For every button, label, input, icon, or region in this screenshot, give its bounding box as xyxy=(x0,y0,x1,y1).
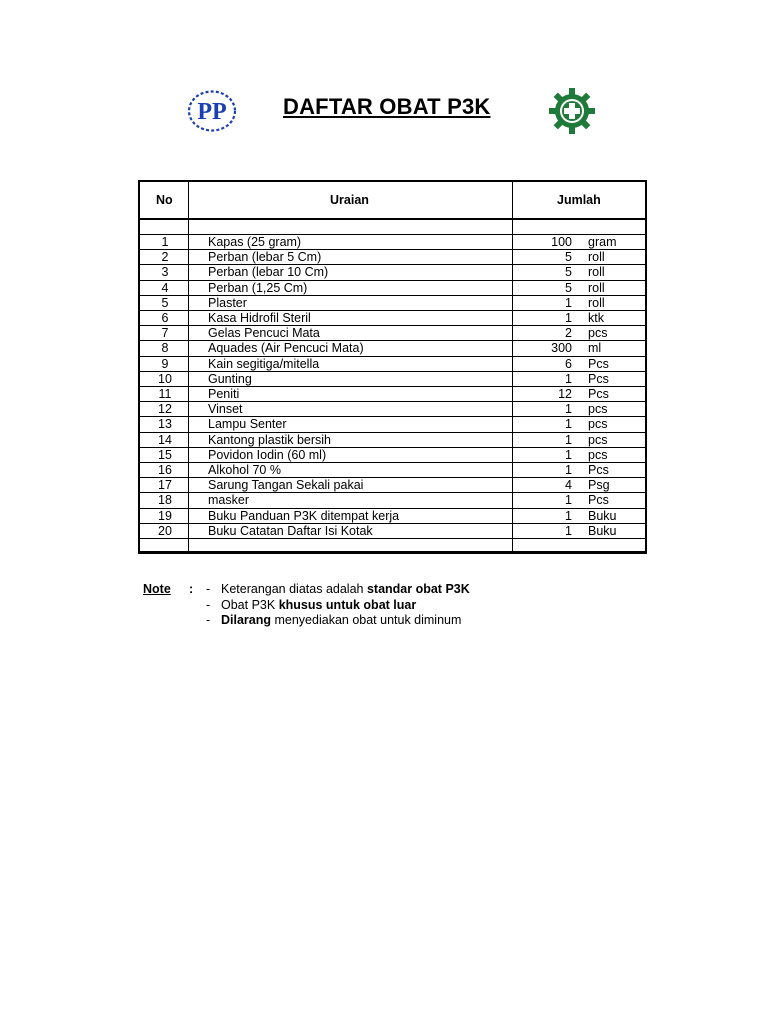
row-no: 3 xyxy=(161,265,169,280)
row-unit: Pcs xyxy=(588,356,609,371)
row-no: 2 xyxy=(161,250,169,265)
note-line-3 xyxy=(206,613,461,627)
row-uraian: Aquades (Air Pencuci Mata) xyxy=(208,341,364,356)
row-qty: 1 xyxy=(565,447,572,462)
note-line-2 xyxy=(206,598,416,612)
row-no: 8 xyxy=(161,341,169,356)
row-no: 13 xyxy=(158,417,172,432)
row-uraian: Buku Panduan P3K ditempat kerja xyxy=(208,508,400,523)
header-uraian: Uraian xyxy=(330,193,369,207)
table-row xyxy=(140,402,645,417)
row-unit: ml xyxy=(588,341,602,356)
row-no: 9 xyxy=(161,356,169,371)
table-row xyxy=(140,433,645,448)
row-uraian: Gunting xyxy=(208,371,252,386)
row-no: 19 xyxy=(158,508,172,523)
row-unit: pcs xyxy=(588,432,608,447)
table-spacer-row xyxy=(140,220,645,235)
row-unit: gram xyxy=(588,235,617,249)
note-line-1 xyxy=(206,582,470,596)
row-unit: pcs xyxy=(588,447,608,462)
table-row xyxy=(140,448,645,463)
table-row xyxy=(140,341,645,356)
row-unit: Psg xyxy=(588,478,610,493)
table-row xyxy=(140,493,645,508)
row-unit: pcs xyxy=(588,326,608,341)
table-row xyxy=(140,235,645,250)
row-unit: roll xyxy=(588,250,605,265)
row-uraian: Gelas Pencuci Mata xyxy=(208,326,320,341)
row-unit: roll xyxy=(588,295,605,310)
row-qty: 1 xyxy=(565,371,572,386)
row-uraian: Plaster xyxy=(208,295,247,310)
note-colon: : xyxy=(189,582,194,596)
row-qty: 6 xyxy=(565,356,572,371)
table-row xyxy=(140,417,645,432)
row-no: 1 xyxy=(161,235,169,249)
table-row xyxy=(140,311,645,326)
medicine-table xyxy=(138,180,647,554)
row-no: 10 xyxy=(158,371,172,386)
row-qty: 1 xyxy=(565,311,572,325)
row-uraian: Sarung Tangan Sekali pakai xyxy=(208,478,364,493)
row-no: 4 xyxy=(161,280,169,295)
table-row xyxy=(140,357,645,372)
note-bold-text: khusus untuk obat luar xyxy=(278,598,417,612)
table-row xyxy=(140,387,645,402)
row-qty: 1 xyxy=(565,295,572,310)
row-no: 5 xyxy=(161,295,169,310)
row-no: 15 xyxy=(158,447,172,462)
table-row xyxy=(140,326,645,341)
note-dash: - xyxy=(206,613,211,627)
table-row xyxy=(140,250,645,265)
header-no: No xyxy=(156,193,173,207)
note-text: Keterangan diatas adalah xyxy=(221,582,367,596)
page-title: DAFTAR OBAT P3K xyxy=(283,94,491,119)
row-qty: 1 xyxy=(565,417,572,432)
row-uraian: masker xyxy=(208,493,249,508)
row-unit: Buku xyxy=(588,523,617,538)
row-no: 7 xyxy=(161,326,169,341)
table-row xyxy=(140,478,645,493)
row-unit: Pcs xyxy=(588,387,609,401)
note-dash: - xyxy=(206,598,211,612)
row-unit: pcs xyxy=(588,417,608,432)
table-header xyxy=(140,182,645,220)
row-uraian: Perban (lebar 5 Cm) xyxy=(208,250,322,265)
row-qty: 300 xyxy=(551,341,572,356)
row-uraian: Povidon Iodin (60 ml) xyxy=(208,447,327,462)
k3-gear-cross-icon xyxy=(548,87,596,135)
row-no: 20 xyxy=(158,523,172,538)
row-uraian: Alkohol 70 % xyxy=(208,463,281,477)
row-qty: 1 xyxy=(565,508,572,523)
row-unit: pcs xyxy=(588,402,608,417)
row-uraian: Kantong plastik bersih xyxy=(208,432,331,447)
row-no: 11 xyxy=(158,387,172,401)
row-no: 6 xyxy=(161,311,169,325)
table-row xyxy=(140,509,645,524)
row-qty: 100 xyxy=(551,235,572,249)
note-text: Obat P3K xyxy=(221,598,279,612)
row-qty: 5 xyxy=(565,280,572,295)
row-qty: 1 xyxy=(565,402,572,417)
row-uraian: Lampu Senter xyxy=(208,417,287,432)
row-qty: 1 xyxy=(565,432,572,447)
row-uraian: Buku Catatan Daftar Isi Kotak xyxy=(208,523,373,538)
table-row xyxy=(140,524,645,539)
row-qty: 1 xyxy=(565,463,572,477)
row-unit: Pcs xyxy=(588,371,609,386)
row-qty: 12 xyxy=(558,387,572,401)
row-qty: 1 xyxy=(565,523,572,538)
row-qty: 5 xyxy=(565,250,572,265)
note-label: Note xyxy=(143,582,171,596)
note-text: menyediakan obat untuk diminum xyxy=(271,613,462,627)
note-bold-text: Dilarang xyxy=(221,613,272,627)
row-unit: Buku xyxy=(588,508,617,523)
table-row xyxy=(140,265,645,280)
row-uraian: Vinset xyxy=(208,402,243,417)
note-bold-text: standar obat P3K xyxy=(366,582,470,596)
note-dash: - xyxy=(206,582,211,596)
row-uraian: Kasa Hidrofil Steril xyxy=(208,311,311,325)
row-unit: roll xyxy=(588,265,605,280)
row-uraian: Kain segitiga/mitella xyxy=(208,356,320,371)
row-no: 17 xyxy=(158,478,172,493)
table-empty-row xyxy=(140,539,645,553)
row-uraian: Peniti xyxy=(208,387,240,401)
row-qty: 5 xyxy=(565,265,572,280)
row-no: 12 xyxy=(158,402,172,417)
row-qty: 1 xyxy=(565,493,572,508)
row-no: 14 xyxy=(158,432,172,447)
row-no: 18 xyxy=(158,493,172,508)
row-unit: Pcs xyxy=(588,463,609,477)
row-unit: ktk xyxy=(588,311,604,325)
table-row xyxy=(140,463,645,478)
table-row xyxy=(140,372,645,387)
table-row xyxy=(140,296,645,311)
table-row xyxy=(140,281,645,296)
row-uraian: Kapas (25 gram) xyxy=(208,235,302,249)
row-qty: 2 xyxy=(565,326,572,341)
pp-logo-icon xyxy=(186,88,238,134)
row-uraian: Perban (lebar 10 Cm) xyxy=(208,265,329,280)
row-qty: 4 xyxy=(565,478,572,493)
row-no: 16 xyxy=(158,463,172,477)
header-jumlah: Jumlah xyxy=(557,193,601,207)
pp-logo-text: PP xyxy=(197,99,227,125)
row-uraian: Perban (1,25 Cm) xyxy=(208,280,308,295)
row-unit: Pcs xyxy=(588,493,609,508)
row-unit: roll xyxy=(588,280,605,295)
